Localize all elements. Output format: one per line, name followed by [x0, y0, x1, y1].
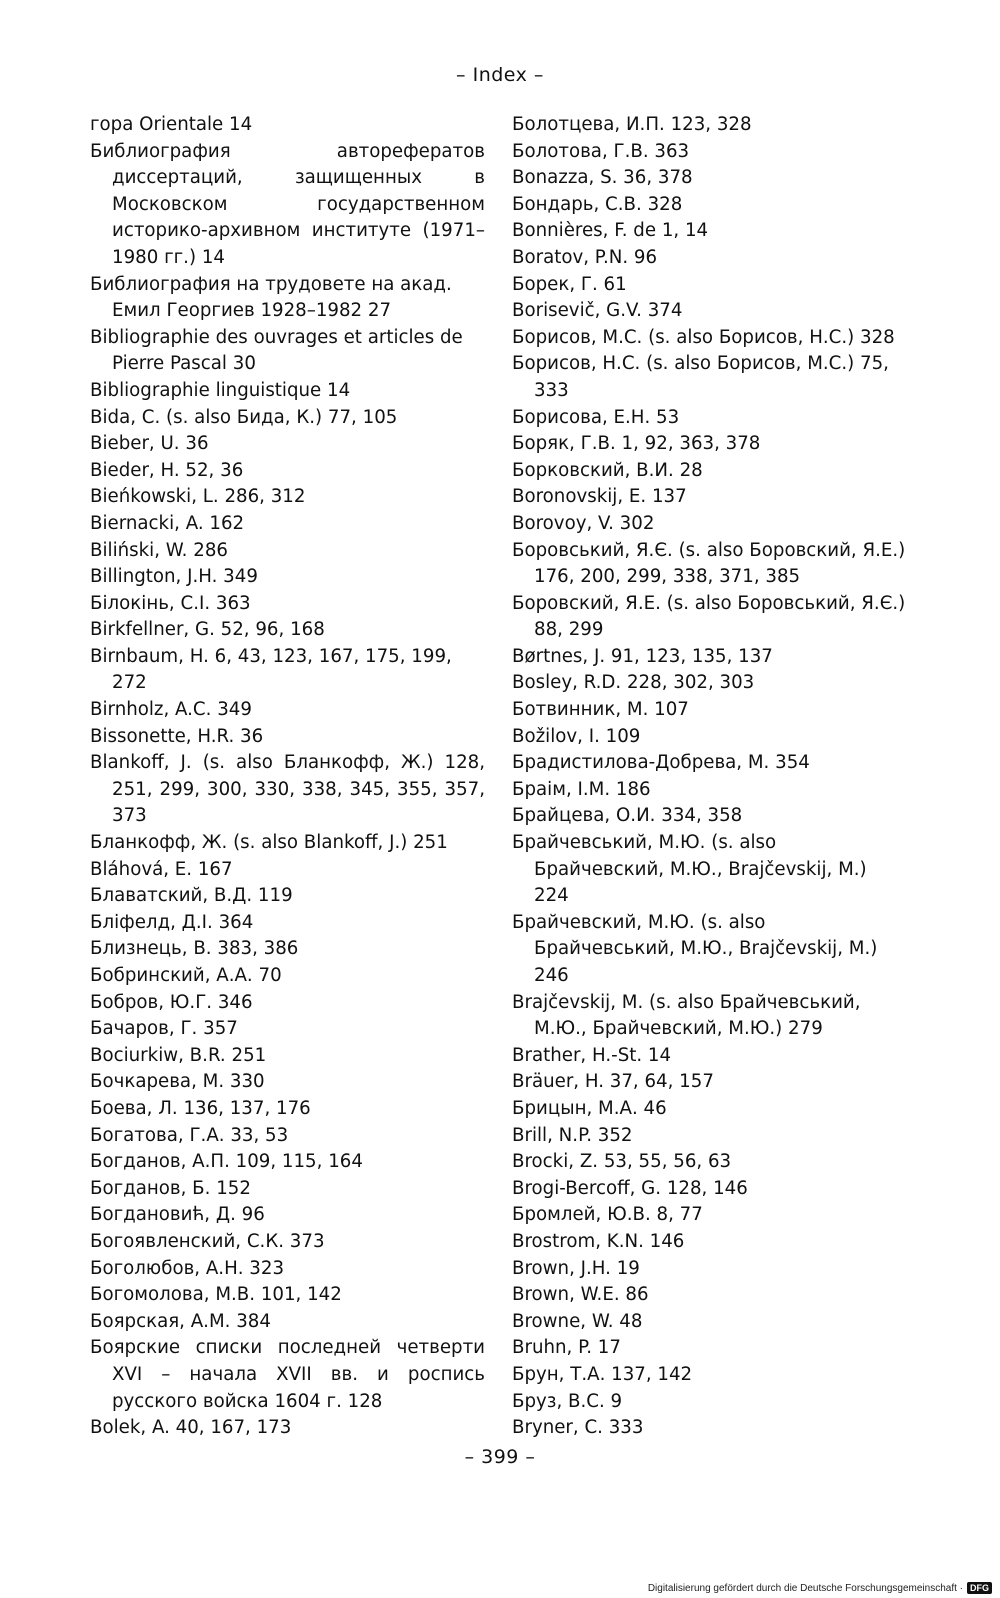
index-entry: Бондарь, С.В. 328 — [512, 193, 683, 215]
index-entry: Борковский, В.И. 28 — [512, 459, 703, 481]
index-entry: Богоявленский, С.К. 373 — [90, 1230, 325, 1252]
index-entry: Bociurkiw, B.R. 251 — [90, 1044, 267, 1066]
index-entry: Brown, W.E. 86 — [512, 1284, 649, 1306]
index-entry: Близнець, В. 383, 386 — [90, 938, 299, 960]
index-entry: гора Orientale 14 — [90, 114, 253, 135]
index-entry: Білокінь, С.І. 363 — [90, 592, 251, 614]
index-entry: Боровський, Я.Є. (s. also Боровский, Я.Е.) 176, 200, 299, 338, 371, 385 — [512, 539, 906, 588]
index-entry: Боряк, Г.В. 1, 92, 363, 378 — [512, 433, 761, 455]
index-entry: Брицын, М.А. 46 — [512, 1097, 667, 1119]
index-entry: Bruhn, P. 17 — [512, 1337, 621, 1359]
index-entry: Biernacki, A. 162 — [90, 512, 245, 534]
index-entry: Brogi-Bercoff, G. 128, 146 — [512, 1177, 748, 1199]
index-entry: Birnholz, A.C. 349 — [90, 699, 252, 721]
index-entry: Borisevič, G.V. 374 — [512, 300, 683, 322]
index-entry: Браім, І.М. 186 — [512, 778, 651, 800]
index-entry: Богатова, Г.А. 33, 53 — [90, 1124, 289, 1146]
index-entry: Bonazza, S. 36, 378 — [512, 167, 693, 189]
index-entry: Bieńkowski, L. 286, 312 — [90, 486, 306, 508]
index-entry: Brostrom, K.N. 146 — [512, 1230, 685, 1252]
index-entry: Борек, Г. 61 — [512, 273, 627, 295]
index-entry: Блаватский, В.Д. 119 — [90, 885, 293, 907]
index-entry: Božilov, I. 109 — [512, 725, 641, 747]
index-entry: Богданов, А.П. 109, 115, 164 — [90, 1151, 363, 1173]
index-entry: Billington, J.H. 349 — [90, 566, 258, 588]
index-entry: Borovoy, V. 302 — [512, 512, 655, 534]
index-entry: Browne, W. 48 — [512, 1310, 643, 1332]
page-number: – 399 – — [464, 1446, 536, 1468]
index-entry: Брун, Т.А. 137, 142 — [512, 1363, 693, 1385]
index-entry: Борисова, Е.Н. 53 — [512, 406, 680, 428]
index-entry: Blankoff, J. (s. also Бланкофф, Ж.) 128, 251, 299, 300, 330, 338, 345, 355, 357, 373 — [90, 752, 485, 827]
index-column-left — [90, 112, 485, 1442]
running-header: – Index – — [456, 64, 544, 86]
index-entry: Борисов, Н.С. (s. also Борисов, М.С.) 75, 333 — [512, 353, 889, 401]
index-entry: Bieber, U. 36 — [90, 433, 209, 455]
index-entry: Боголюбов, А.Н. 323 — [90, 1257, 285, 1279]
index-entry: Bosley, R.D. 228, 302, 303 — [512, 672, 755, 694]
index-entry: Bryner, C. 333 — [512, 1417, 644, 1439]
index-entry: Biliński, W. 286 — [90, 539, 228, 561]
index-entry: Brocki, Z. 53, 55, 56, 63 — [512, 1151, 732, 1173]
index-entry: Библиография на трудовете на акад. Емил Георгиев 1928–1982 27 — [90, 273, 452, 322]
index-entry: Болотова, Г.В. 363 — [512, 140, 690, 162]
index-entry: Boronovskij, E. 137 — [512, 486, 687, 508]
index-entry: Борисов, М.С. (s. also Борисов, Н.С.) 328 — [512, 326, 895, 348]
index-entry: Бланкофф, Ж. (s. also Blankoff, J.) 251 — [90, 832, 448, 854]
credit-text: Digitalisierung gefördert durch die Deutsche Forschungsgemeinschaft · — [647, 1582, 963, 1594]
index-entry: Bláhová, E. 167 — [90, 858, 233, 880]
index-entry: Bolek, A. 40, 167, 173 — [90, 1417, 292, 1439]
index-entry: Бліфелд, Д.І. 364 — [90, 911, 254, 933]
index-entry: Бочкарева, М. 330 — [90, 1071, 265, 1093]
index-entry: Библиография авторефератов диссертаций, защищенных в Московском государственном историко-архивном институте (1971–1980 гг.) 14 — [90, 140, 485, 268]
index-entry: Bibliographie linguistique 14 — [90, 379, 351, 401]
index-entry: Brajčevskij, M. (s. also Брайчевський, М.Ю., Брайчевский, М.Ю.) 279 — [512, 991, 861, 1040]
index-entry: Bissonette, H.R. 36 — [90, 725, 264, 747]
index-entry: Brather, H.-St. 14 — [512, 1044, 672, 1066]
index-entry: Brown, J.H. 19 — [512, 1257, 640, 1279]
index-entry: Бобров, Ю.Г. 346 — [90, 991, 253, 1013]
index-entry: Ботвинник, М. 107 — [512, 699, 689, 721]
index-entry: Birnbaum, H. 6, 43, 123, 167, 175, 199, 272 — [90, 645, 452, 694]
index-entry: Болотцева, И.П. 123, 328 — [512, 114, 752, 135]
index-entry: Bieder, H. 52, 36 — [90, 459, 244, 481]
index-entry: Бачаров, Г. 357 — [90, 1018, 238, 1040]
index-entry: Богданов, Б. 152 — [90, 1177, 251, 1199]
index-entry: Боева, Л. 136, 137, 176 — [90, 1097, 311, 1119]
index-entry: Брайчевский, М.Ю. (s. also Брайчевський, М.Ю., Brajčevskij, M.) 246 — [512, 911, 878, 986]
index-entry: Брайцева, О.И. 334, 358 — [512, 805, 743, 827]
digitization-credit — [648, 1582, 992, 1594]
index-entry: Бруз, В.С. 9 — [512, 1390, 623, 1412]
index-entry: Bibliographie des ouvrages et articles de Pierre Pascal 30 — [90, 326, 463, 375]
index-entry: Bräuer, H. 37, 64, 157 — [512, 1071, 714, 1093]
index-entry: Бромлей, Ю.В. 8, 77 — [512, 1204, 703, 1226]
index-entry: Бобринский, А.А. 70 — [90, 965, 282, 986]
index-entry: Богдановић, Д. 96 — [90, 1204, 265, 1226]
dfg-logo: DFG — [967, 1582, 992, 1594]
index-entry: Боярские списки последней четверти XVI – начала XVII вв. и роспись русского войска 1604 г. 128 — [90, 1337, 485, 1412]
index-entry: Боровский, Я.Е. (s. also Боровський, Я.Є.) 88, 299 — [512, 592, 906, 641]
index-entry: Брадистилова-Добрева, М. 354 — [512, 752, 810, 774]
index-entry: Birkfellner, G. 52, 96, 168 — [90, 619, 325, 641]
index-entry: Брайчевський, М.Ю. (s. also Брайчевский, М.Ю., Brajčevskij, M.) 224 — [512, 832, 867, 907]
index-column-right — [512, 112, 907, 1442]
index-entry: Brill, N.P. 352 — [512, 1124, 633, 1146]
index-entry: Богомолова, М.В. 101, 142 — [90, 1284, 342, 1306]
index-entry: Børtnes, J. 91, 123, 135, 137 — [512, 645, 773, 667]
index-entry: Bonnières, F. de 1, 14 — [512, 220, 709, 242]
index-entry: Boratov, P.N. 96 — [512, 246, 658, 268]
index-entry: Bida, C. (s. also Бида, К.) 77, 105 — [90, 406, 398, 428]
index-entry: Боярская, А.М. 384 — [90, 1310, 271, 1332]
